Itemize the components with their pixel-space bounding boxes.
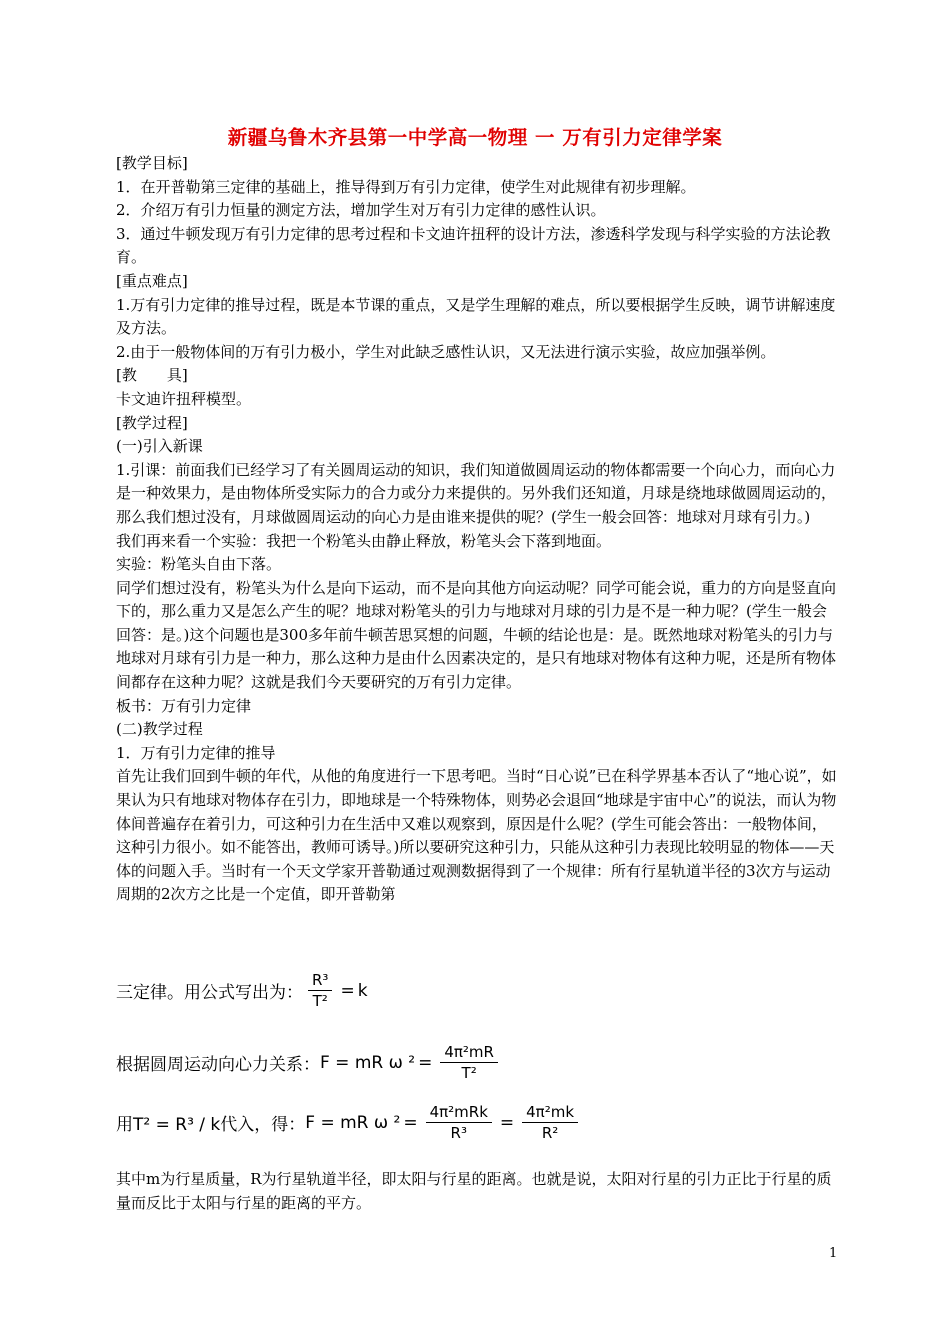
formula-prefix: 根据圆周运动向心力关系：: [116, 1055, 320, 1075]
fraction-denominator: T²: [461, 1064, 477, 1082]
paragraph: 1.万有引力定律的推导过程，既是本节课的重点，又是学生理解的难点，所以要根据学生反映，调节讲解速度及方法。: [116, 295, 836, 338]
equals-sign: =: [340, 980, 355, 1001]
fraction: [426, 1102, 492, 1143]
paragraph: 首先让我们回到牛顿的年代，从他的角度进行一下思考吧。当时“日心说”已在科学界基本否认了“地心说”，如果认为只有地球对物体存在引力，即地球是一个特殊物体，则势必会退回“地球是宇宙中心”的说法，而认为物体间普遍存在着引力，可这种引力在生活中又难以观察到，原因是什么呢？(学生可能会答出：一般物体间，这种引力很小。如不能答出，教师可诱导。)所以要研究这种引力，只能从这种引力表现比较明显的物体——天体的问题入手。当时有一个天文学家开普勒通过观测数据得到了一个规律：所有行星轨道半径的3次方与运动周期的2次方之比是一个定值，即开普勒第: [116, 767, 837, 904]
section-heading-tools: [教 具]: [116, 366, 188, 385]
paragraph: 2.由于一般物体间的万有引力极小，学生对此缺乏感性认识，又无法进行演示实验，故应加强举例。: [116, 342, 776, 361]
equals-sign: =: [499, 1112, 515, 1133]
fraction-denominator: T²: [312, 992, 328, 1010]
paragraph: 卡文迪许扭秤模型。: [116, 389, 252, 408]
conclusion-paragraph: 其中m为行星质量，R为行星轨道半径，即太阳与行星的距离。也就是说，太阳对行星的引力正比于行星的质量而反比于太阳与行星的距离的平方。: [116, 1170, 832, 1212]
formula-substitution: [116, 1102, 583, 1143]
paragraph: 1．万有引力定律的推导: [116, 743, 276, 762]
paragraph: 3．通过牛顿发现万有引力定律的思考过程和卡文迪许扭秤的设计方法，渗透科学发现与科学实验的方法论教育。: [116, 224, 831, 267]
formula-lhs: F = mR ω ²: [320, 1052, 416, 1073]
formula-centripetal-force: [116, 1042, 503, 1083]
fraction-denominator: R²: [541, 1124, 559, 1142]
paragraph: 2．介绍万有引力恒量的测定方法，增加学生对万有引力定律的感性认识。: [116, 201, 606, 220]
body-text: [116, 152, 840, 907]
fraction-numerator: 4π²mR: [440, 1042, 498, 1063]
paragraph: 1.引课：前面我们已经学习了有关圆周运动的知识，我们知道做圆周运动的物体都需要一个向心力，而向心力是一种效果力，是由物体所受实际力的合力或分力来提供的。另外我们还知道，月球是绕地球做圆周运动的，那么我们想过没有，月球做圆周运动的向心力是由谁来提供的呢？(学生一般会回答：地球对月球有引力。): [116, 460, 837, 526]
paragraph: 我们再来看一个实验：我把一个粉笔头由静止释放，粉笔头会下落到地面。: [116, 531, 612, 550]
formula-kepler-third-law: [116, 970, 368, 1011]
fraction-numerator: 4π²mk: [522, 1102, 578, 1123]
subsection-heading: (二)教学过程: [116, 720, 203, 739]
paragraph: 板书：万有引力定律: [116, 696, 252, 715]
paragraph: 1．在开普勒第三定律的基础上，推导得到万有引力定律，使学生对此规律有初步理解。: [116, 177, 696, 196]
page-number: 1: [829, 1246, 838, 1261]
paragraph: 实验：粉笔头自由下落。: [116, 555, 282, 574]
paragraph: 同学们想过没有，粉笔头为什么是向下运动，而不是向其他方向运动呢？同学可能会说，重力的方向是竖直向下的，那么重力又是怎么产生的呢？地球对粉笔头的引力与地球对月球的引力是不是一种力呢？(学生一般会回答：是。)这个问题也是300多年前牛顿苦思冥想的问题，牛顿的结论也是：是。既然地球对粉笔头的引力与地球对月球有引力是一种力，那么这种力是由什么因素决定的，是只有地球对物体有这种力呢，还是所有物体间都存在这种力呢？这就是我们今天要研究的万有引力定律。: [116, 578, 837, 692]
fraction: [440, 1042, 498, 1083]
fraction-numerator: R³: [308, 970, 332, 991]
equals-sign: =: [418, 1052, 433, 1073]
page-title: 新疆乌鲁木齐县第一中学高一物理 一 万有引力定律学案: [227, 126, 723, 149]
fraction: [522, 1102, 578, 1143]
fraction-denominator: R³: [450, 1124, 467, 1142]
formula-lhs: F = mR ω ²: [305, 1112, 401, 1133]
formula-prefix: 三定律。用公式写出为：: [116, 983, 303, 1003]
subsection-heading: (一)引入新课: [116, 437, 203, 456]
section-heading-key-points: [重点难点]: [116, 271, 188, 290]
fraction: [308, 970, 332, 1011]
formula-prefix: 用T² = R³ / k代入，得：: [116, 1115, 306, 1135]
section-heading-objectives: [教学目标]: [116, 154, 188, 172]
section-heading-process: [教学过程]: [116, 413, 188, 432]
formula-rhs: k: [357, 980, 368, 1001]
fraction-numerator: 4π²mRk: [426, 1102, 492, 1123]
equals-sign: =: [403, 1112, 418, 1133]
